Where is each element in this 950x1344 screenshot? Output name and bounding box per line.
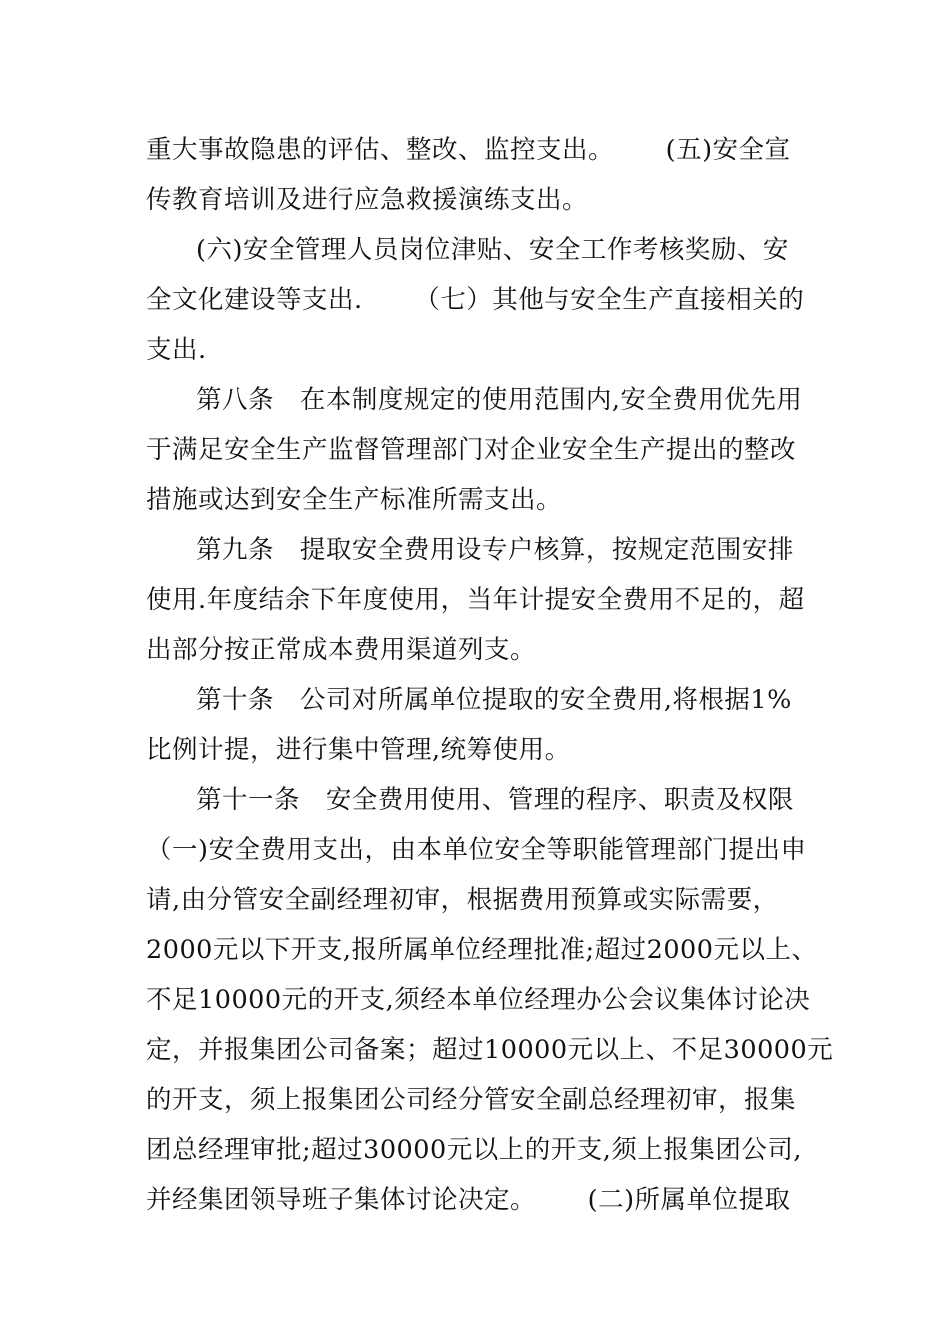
- text-line: (六)安全管理人员岗位津贴、安全工作考核奖励、安: [196, 235, 789, 265]
- text-line: （一)安全费用支出，由本单位安全等职能管理部门提出申: [146, 835, 807, 865]
- text-line: 第十一条 安全费用使用、管理的程序、职责及权限: [196, 785, 794, 815]
- text-line: 于满足安全生产监督管理部门对企业安全生产提出的整改: [146, 435, 797, 465]
- text-line: 2000元以下开支,报所属单位经理批准;超过2000元以上、: [146, 935, 818, 965]
- text-line: 传教育培训及进行应急救援演练支出。: [146, 185, 589, 215]
- text-line: 出部分按正常成本费用渠道列支。: [146, 635, 537, 665]
- text-line: 第八条 在本制度规定的使用范围内,安全费用优先用: [196, 385, 803, 415]
- text-line: 请,由分管安全副经理初审，根据费用预算或实际需要，: [146, 885, 779, 915]
- text-line: 第九条 提取安全费用设专户核算，按规定范围安排: [196, 535, 794, 565]
- text-line: 使用.年度结余下年度使用，当年计提安全费用不足的，超: [146, 585, 805, 615]
- text-line: 措施或达到安全生产标准所需支出。: [146, 485, 563, 515]
- text-line: 重大事故隐患的评估、整改、监控支出。 (五)安全宣: [146, 135, 791, 165]
- text-line: 全文化建设等支出. （七）其他与安全生产直接相关的: [146, 285, 805, 315]
- text-line: 支出.: [146, 335, 207, 365]
- text-line: 不足10000元的开支,须经本单位经理办公会议集体讨论决: [146, 985, 811, 1015]
- text-line: 比例计提，进行集中管理,统筹使用。: [146, 735, 571, 765]
- text-line: 并经集团领导班子集体讨论决定。 (二)所属单位提取: [146, 1185, 791, 1215]
- text-line: 团总经理审批;超过30000元以上的开支,须上报集团公司,: [146, 1135, 802, 1165]
- text-line: 定，并报集团公司备案；超过10000元以上、不足30000元: [146, 1035, 834, 1065]
- text-line: 第十条 公司对所属单位提取的安全费用,将根据1%: [196, 685, 792, 715]
- text-line: 的开支，须上报集团公司经分管安全副总经理初审，报集: [146, 1085, 797, 1115]
